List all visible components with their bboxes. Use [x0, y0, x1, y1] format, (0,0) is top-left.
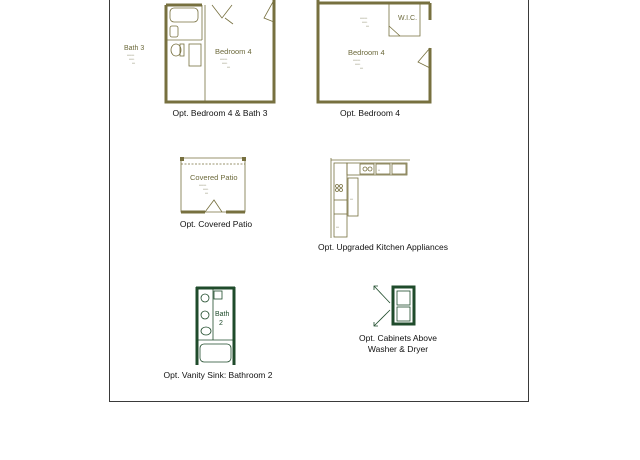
bath2-label-line2: 2: [219, 320, 223, 327]
caption-bedroom4: Opt. Bedroom 4: [339, 108, 400, 118]
caption-vanity-sink: Opt. Vanity Sink: Bathroom 2: [163, 370, 273, 380]
svg-text:•••••••: •••••••: [127, 53, 135, 57]
svg-text:•••: •••: [227, 65, 231, 69]
caption-cabinets-line2: Washer & Dryer: [367, 344, 429, 354]
svg-text:•••: •••: [336, 225, 340, 229]
covered-patio-label: Covered Patio: [190, 173, 238, 182]
bath3-label: Bath 3: [124, 45, 145, 52]
covered-patio-plan: [180, 157, 246, 212]
laundry-plan: [374, 286, 414, 326]
caption-cabinets-line1: Opt. Cabinets Above: [359, 333, 437, 343]
wic-label: W.I.C.: [398, 15, 418, 22]
svg-text:•••••: •••••: [355, 62, 361, 66]
svg-text:•••: •••: [205, 191, 209, 195]
caption-kitchen: Opt. Upgraded Kitchen Appliances: [318, 242, 448, 252]
bedroom4-bath3-plan: [124, 0, 274, 103]
svg-text:•••: •••: [366, 24, 370, 28]
svg-text:••: ••: [378, 168, 381, 172]
bedroom4-b-label: Bedroom 4: [348, 48, 385, 57]
bath2-plan: [196, 287, 235, 365]
svg-text:•••••: •••••: [222, 61, 228, 65]
bedroom4-a-label: Bedroom 4: [215, 47, 252, 56]
svg-text:•••: •••: [360, 66, 364, 70]
svg-text:•••••: •••••: [362, 20, 368, 24]
bath2-label-line1: Bath: [215, 311, 230, 318]
svg-text:•••: •••: [132, 61, 136, 65]
kitchen-plan: [331, 158, 410, 238]
caption-bedroom4-bath3: Opt. Bedroom 4 & Bath 3: [172, 108, 268, 118]
svg-text:•••••••: •••••••: [199, 183, 207, 187]
svg-text:•••••••: •••••••: [353, 58, 361, 62]
svg-text:•••••••: •••••••: [220, 57, 228, 61]
caption-covered-patio: Opt. Covered Patio: [179, 219, 253, 229]
bedroom4-plan: [318, 0, 430, 103]
svg-text:•••••••: •••••••: [360, 16, 368, 20]
svg-text:•••••: •••••: [129, 57, 135, 61]
svg-text:•••••: •••••: [203, 187, 209, 191]
svg-text:•••: •••: [350, 197, 354, 201]
